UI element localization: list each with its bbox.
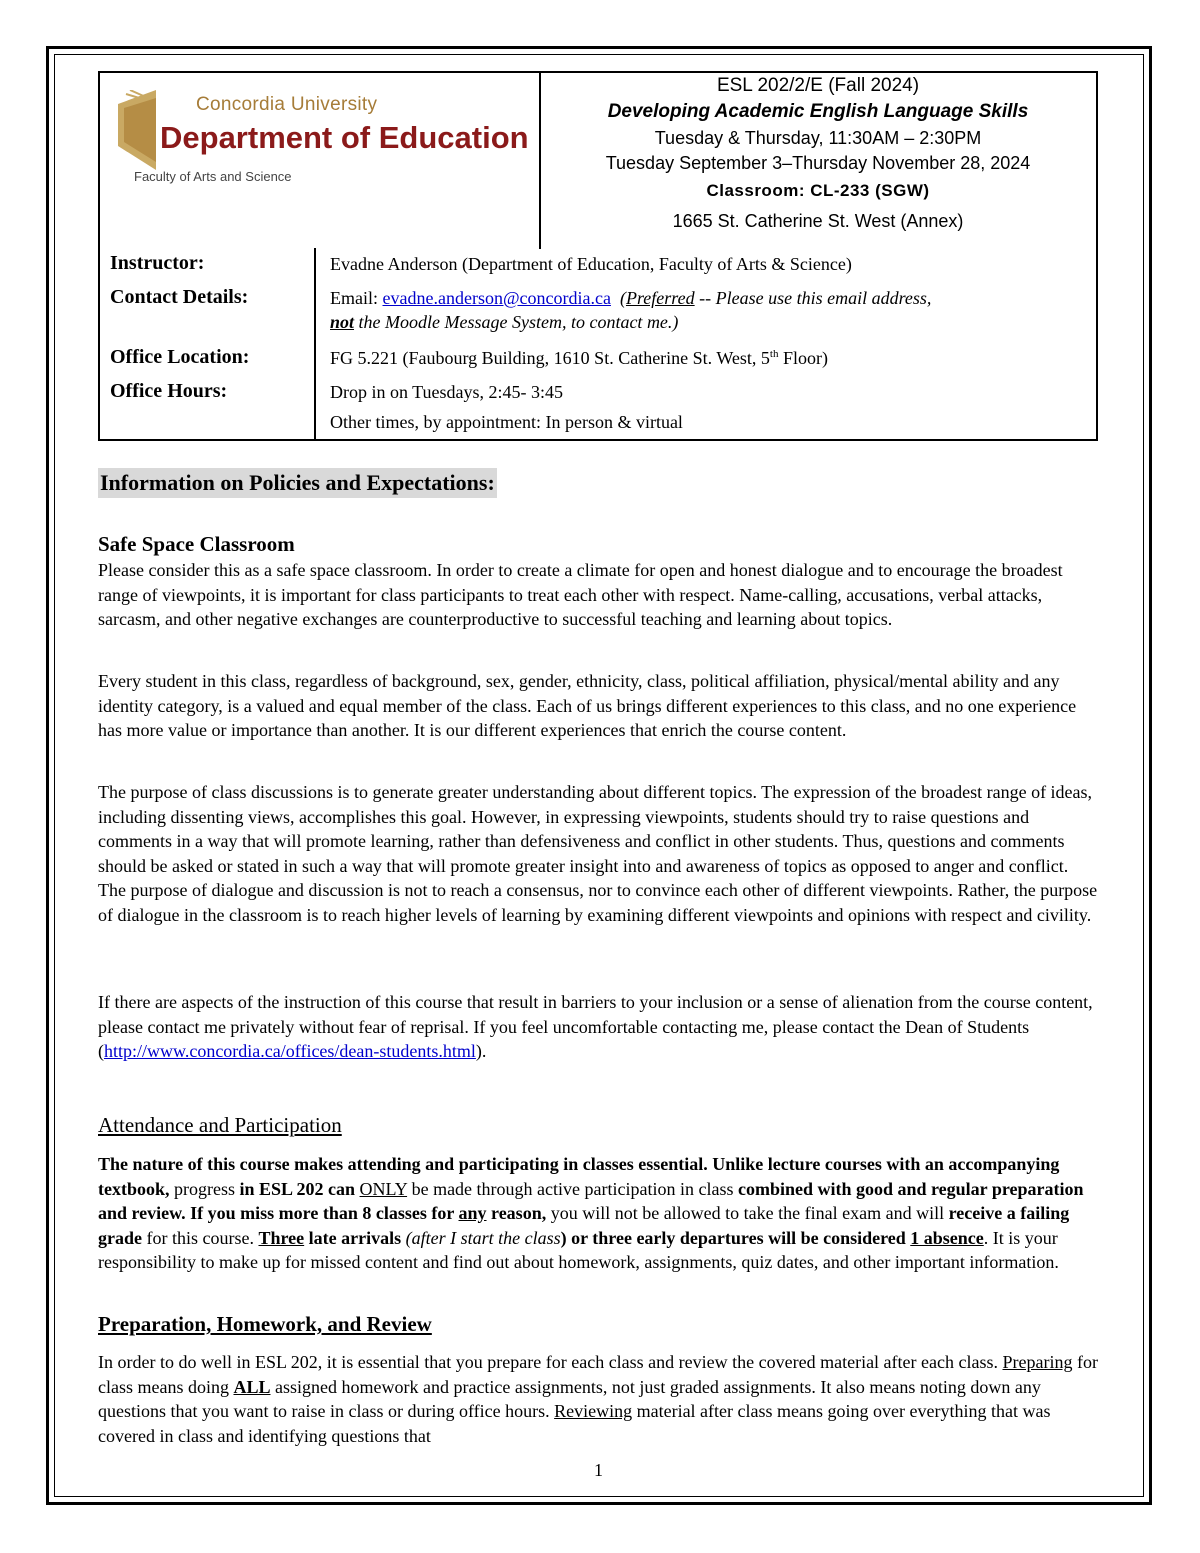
course-schedule: Tuesday & Thursday, 11:30AM – 2:30PM (654, 128, 982, 148)
instructor-value: Evadne Anderson (Department of Education, Faculty of Arts & Science) (330, 254, 852, 274)
policies-heading: Information on Policies and Expectations: (98, 468, 497, 498)
hours-value-1: Drop in on Tuesdays, 2:45- 3:45 (330, 382, 564, 402)
safe-space-paragraph-4: If there are aspects of the instruction of this course that result in barriers to your inclusion or a sense of alienation from the course content, please contact me privately without fear of reprisal. If you feel uncomfortable contacting me, please contact the Dean of Students (http://www.concordia.ca/offices/dean-students.html). (98, 992, 1093, 1062)
safe-space-heading: Safe Space Classroom (98, 532, 295, 556)
instructor-email-link[interactable]: evadne.anderson@concordia.ca (382, 288, 611, 308)
course-info (542, 74, 1094, 236)
course-dates: Tuesday September 3–Thursday November 28, 2024 (605, 153, 1031, 173)
dean-of-students-link[interactable]: http://www.concordia.ca/offices/dean-students.html (104, 1041, 476, 1062)
safe-space-paragraph-3: The purpose of class discussions is to generate greater understanding about different topics. The expression of the broadest range of ideas, including dissenting views, accomplishes this goal. However, in expressing viewpoints, students should try to raise questions and comments in a way that will promote learning, rather than defensiveness and conflict in other students. Thus, questions and comments should be asked or stated in such a way that will promote greater insight into and awareness of topics as opposed to anger and conflict. The purpose of dialogue and discussion is not to reach a consensus, nor to convince each other of different viewpoints. Rather, the purpose of dialogue in the classroom is to reach higher levels of learning by examining different viewpoints and opinions with respect and civility. (98, 782, 1098, 925)
office-label: Office Location: (110, 346, 250, 368)
attendance-heading: Attendance and Participation (98, 1113, 342, 1137)
hours-value (330, 380, 1075, 434)
safe-space-paragraph-1: Please consider this as a safe space classroom. In order to create a climate for open and honest dialogue and to encourage the broadest range of viewpoints, it is important for class participants to treat each other with respect. Name-calling, accusations, verbal attacks, sarcasm, and other negative exchanges are counterproductive to successful teaching and learning about topics. (98, 560, 1063, 630)
email-note-preferred: Preferred (625, 288, 695, 308)
attendance-paragraph: The nature of this course makes attending and participating in classes essential. Unlike lecture courses with an accompanying textbook, progress in ESL 202 can ONLY be made through active participation in class combined with good and regular preparation and review. If you miss more than 8 classes for any reason, you will not be allowed to take the final exam and will receive a failing grade for this course. Three late arrivals (after I start the class) or three early departures will be considered 1 absence. It is your responsibility to make up for missed content and find out about homework, assignments, quiz dates, and other important information. (98, 1154, 1084, 1273)
email-prefix: Email: (330, 288, 383, 308)
office-value: FG 5.221 (Faubourg Building, 1610 St. Catherine St. West, 5th Floor) (330, 348, 828, 368)
hours-label: Office Hours: (110, 380, 228, 402)
email-note-rest: -- Please use this email address, (694, 288, 932, 308)
course-code: ESL 202/2/E (Fall 2024) (716, 75, 920, 96)
instructor-table-divider (314, 248, 316, 441)
preparation-paragraph: In order to do well in ESL 202, it is essential that you prepare for each class and review the covered material after each class. Preparing for class means doing ALL assigned homework and practice assignments, not just graded assignments. It also means noting down any questions that you want to raise in class or during office hours. Reviewing material after class means going over everything that was covered in class and identifying questions that (98, 1352, 1098, 1446)
instructor-label: Instructor: (110, 252, 205, 274)
email-note-open: ( (619, 288, 626, 308)
course-classroom: Classroom: CL-233 (SGW) (706, 181, 930, 200)
page-number: 1 (594, 1460, 603, 1480)
course-title: Developing Academic English Language Skills (607, 101, 1029, 122)
preparation-heading: Preparation, Homework, and Review (98, 1312, 432, 1336)
contact-value (330, 286, 1075, 334)
hours-value-2: Other times, by appointment: In person & virtual (330, 412, 683, 432)
concordia-logo (116, 90, 529, 190)
logo-university-name: Concordia University (196, 94, 378, 115)
contact-label: Contact Details: (110, 286, 249, 308)
email-note-end: the Moodle Message System, to contact me.) (354, 312, 679, 332)
logo-department-name: Department of Education (160, 120, 529, 155)
safe-space-paragraph-2: Every student in this class, regardless of background, sex, gender, ethnicity, class, political affiliation, physical/mental ability and any identity category, is a valued and equal member of the class. Each of us brings different experiences to this class, and no one experience has more value or importance than another. It is our different experiences that enrich the course content. (98, 671, 1077, 741)
email-note-not: not (330, 312, 355, 332)
course-address: 1665 St. Catherine St. West (Annex) (672, 211, 964, 231)
logo-faculty-name: Faculty of Arts and Science (134, 169, 292, 184)
